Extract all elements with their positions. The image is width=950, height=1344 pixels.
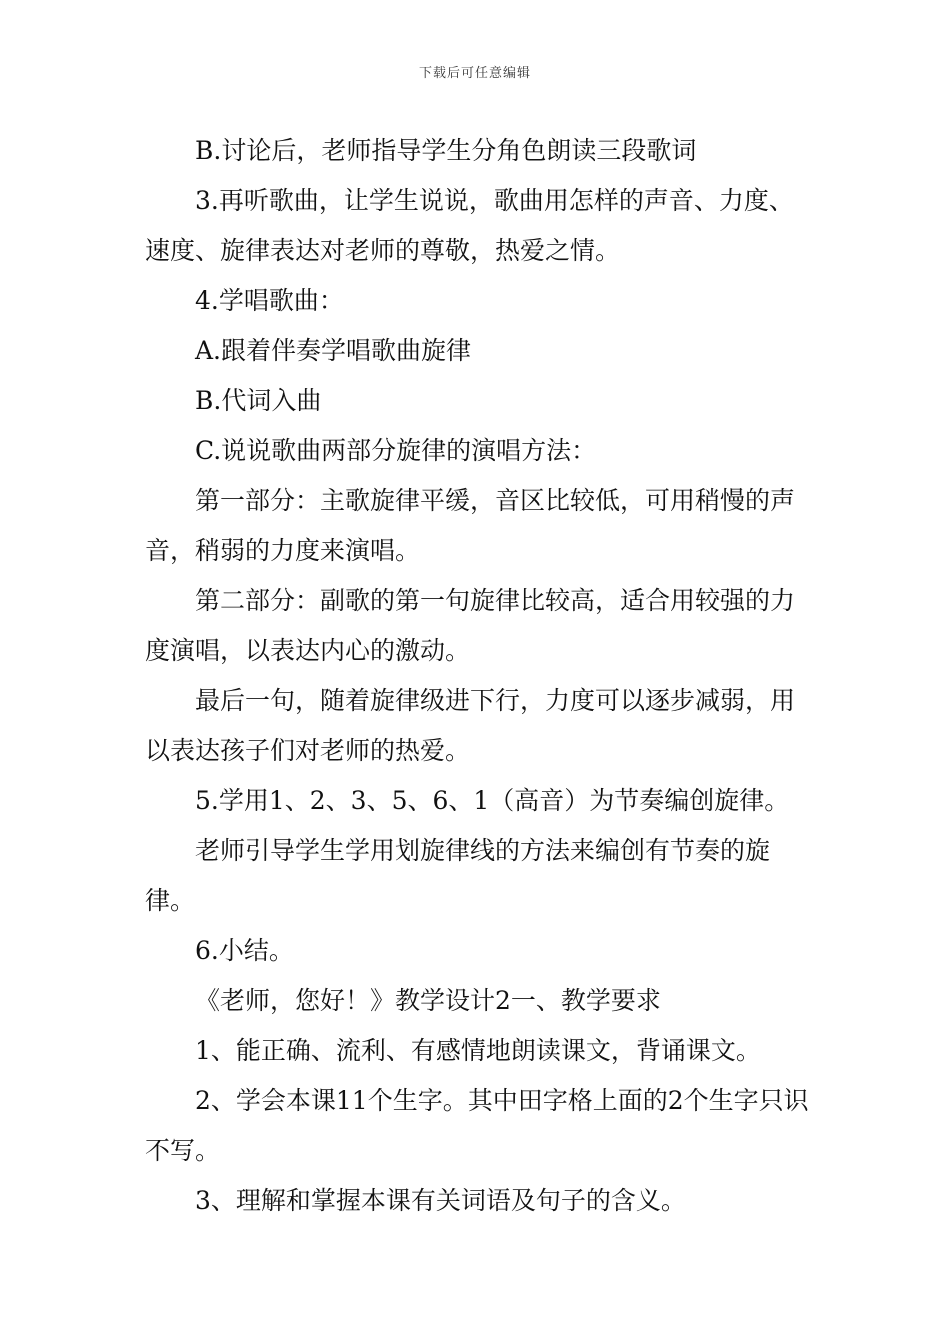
paragraph: 第二部分：副歌的第一句旋律比较高，适合用较强的力度演唱，以表达内心的激动。 (145, 586, 796, 665)
paragraph: 老师引导学生学用划旋律线的方法来编创有节奏的旋律。 (145, 836, 771, 915)
paragraph: 最后一句，随着旋律级进下行，力度可以逐步减弱，用以表达孩子们对老师的热爱。 (145, 686, 796, 765)
paragraph: B.代词入曲 (195, 386, 322, 415)
paragraph: 第一部分：主歌旋律平缓，音区比较低，可用稍慢的声音，稍弱的力度来演唱。 (145, 486, 796, 565)
document-body (145, 126, 810, 1226)
paragraph: 3.再听歌曲，让学生说说，歌曲用怎样的声音、力度、速度、旋律表达对老师的尊敬，热爱之情。 (145, 186, 794, 265)
paragraph: 5.学用1、2、3、5、6、1（高音）为节奏编创旋律。 (195, 786, 790, 815)
paragraph: 2、学会本课11个生字。其中田字格上面的2个生字只识不写。 (145, 1086, 809, 1165)
paragraph: 《老师，您好！》教学设计2一、教学要求 (195, 986, 661, 1015)
paragraph: C.说说歌曲两部分旋律的演唱方法： (195, 436, 597, 465)
paragraph: 1、能正确、流利、有感情地朗读课文，背诵课文。 (195, 1036, 761, 1065)
paragraph: 4.学唱歌曲： (195, 286, 344, 315)
paragraph: 3、理解和掌握本课有关词语及句子的含义。 (195, 1186, 686, 1215)
paragraph: B.讨论后，老师指导学生分角色朗读三段歌词 (195, 136, 697, 165)
page-header: 下载后可任意编辑 (418, 66, 531, 81)
paragraph: 6.小结。 (195, 936, 294, 965)
paragraph: A.跟着伴奏学唱歌曲旋律 (195, 336, 472, 365)
